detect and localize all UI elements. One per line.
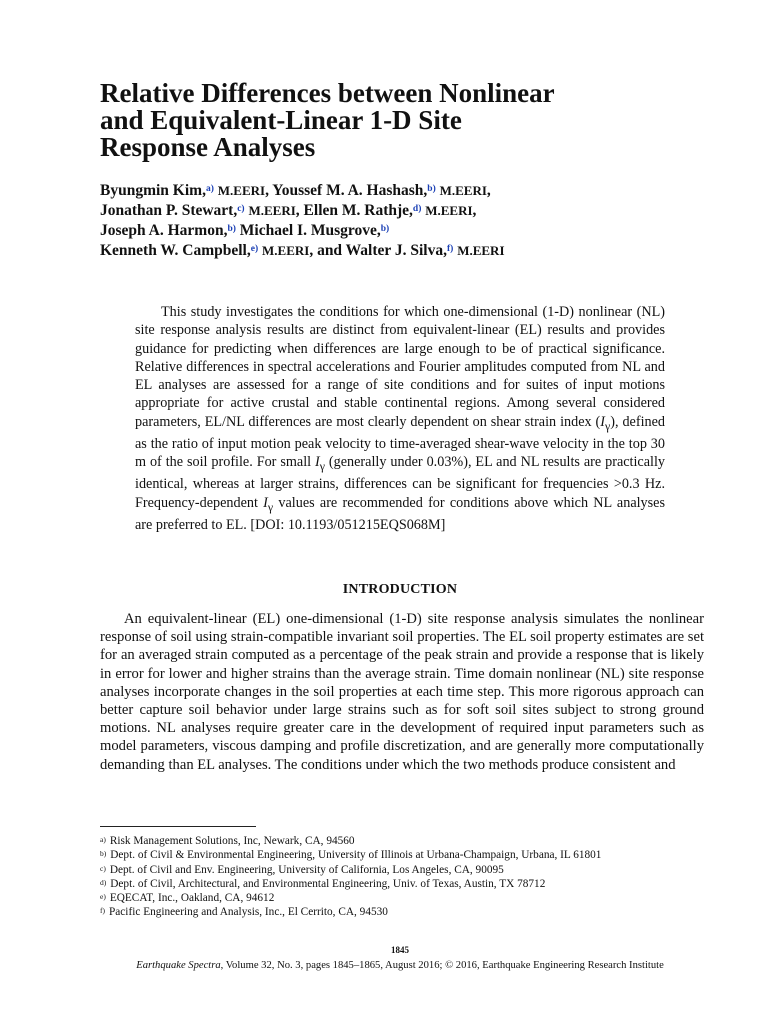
footnote xyxy=(100,877,720,891)
footnote-mark: b) xyxy=(100,849,107,859)
footnote-mark: c) xyxy=(100,863,106,873)
footnote-mark: f) xyxy=(100,906,105,916)
footnote-text: Dept. of Civil & Environmental Engineering, University of Illinois at Urbana-Champaign, Urbana, IL 61801 xyxy=(110,849,602,862)
author-separator: , xyxy=(486,182,491,199)
footnote xyxy=(100,891,720,905)
footnote-text: Pacific Engineering and Analysis, Inc., El Cerrito, CA, 94530 xyxy=(109,906,388,919)
footnote xyxy=(100,834,720,848)
membership-label: M.EERI xyxy=(439,183,487,198)
citation-text: , Volume 32, No. 3, pages 1845–1865, August 2016; © 2016, Earthquake Engineering Research Institute xyxy=(220,960,664,971)
title-line: Response Analyses xyxy=(100,132,316,162)
introduction-paragraph: An equivalent-linear (EL) one-dimensional (1-D) site response analysis simulates the nonlinear response of soil using strain-compatible invariant soil properties. The EL soil property estimates are set for an averaged strain computed as a percentage of the peak strain and provide a response that is likely in error for lower and higher strains than the average strain. Time domain nonlinear (NL) site response analyses incorporate changes in the soil properties at each time step. This more rigorous approach can better capture soil behavior under large strains such as for soft soil sites subject to strong ground motions. NL analyses require greater care in the development of required input parameters such as model parameters, viscous damping and profile discretization, and are generally more computationally demanding than EL analyses. The conditions under which the two methods produce consistent and xyxy=(100,611,704,773)
author-name: and Walter J. Silva, xyxy=(317,242,447,259)
title-line: and Equivalent-Linear 1-D Site xyxy=(100,105,462,135)
author-separator: , xyxy=(265,182,269,199)
shear-strain-symbol: I xyxy=(600,413,605,430)
journal-citation xyxy=(0,960,768,971)
membership-label: M.EERI xyxy=(457,243,505,258)
affiliation-mark[interactable]: c) xyxy=(237,204,245,214)
membership-label: M.EERI xyxy=(248,203,296,218)
author-name: Youssef M. A. Hashash, xyxy=(272,182,428,199)
footnotes xyxy=(100,834,720,920)
author-line xyxy=(100,221,720,241)
author-line xyxy=(100,241,720,261)
affiliation-mark[interactable]: b) xyxy=(380,224,390,234)
shear-strain-subscript: γ xyxy=(605,418,611,433)
title-line: Relative Differences between Nonlinear xyxy=(100,78,555,108)
paper-title xyxy=(100,80,700,161)
footnote-divider xyxy=(100,826,256,827)
abstract-text: (generally under 0.03%), EL and NL results are practically identical, whereas at larger strains, differences can be significant for frequencies >0.3 Hz. Frequency-dependent xyxy=(135,454,665,511)
footnote xyxy=(100,905,720,919)
affiliation-mark[interactable]: f) xyxy=(446,244,454,254)
journal-name: Earthquake Spectra xyxy=(136,960,221,971)
shear-strain-symbol: I xyxy=(263,494,268,511)
abstract xyxy=(135,303,665,534)
author-name: Jonathan P. Stewart, xyxy=(100,202,238,219)
footnote-text: Dept. of Civil, Architectural, and Environmental Engineering, Univ. of Texas, Austin, TX 78712 xyxy=(110,877,546,890)
shear-strain-subscript: γ xyxy=(267,499,274,514)
membership-label: M.EERI xyxy=(262,243,310,258)
author-name: Ellen M. Rathje, xyxy=(303,202,413,219)
affiliation-mark[interactable]: a) xyxy=(205,184,214,194)
author-name: Byungmin Kim, xyxy=(100,182,206,199)
author-list xyxy=(100,181,720,261)
affiliation-mark[interactable]: b) xyxy=(427,184,436,194)
abstract-text: values are recommended for conditions above which NL analyses are preferred to EL. [DOI: 10.1193/051215EQS068M] xyxy=(135,494,665,533)
author-name: Michael I. Musgrove, xyxy=(239,222,381,239)
footnote-mark: e) xyxy=(100,892,106,902)
author-separator: , xyxy=(472,202,477,219)
footnote-text: Dept. of Civil and Env. Engineering, University of California, Los Angeles, CA, 90095 xyxy=(109,863,504,876)
author-line xyxy=(100,201,720,221)
abstract-text: ), defined as the ratio of input motion peak velocity to time-averaged shear-wave velocity in the top 30 m of the soil profile. For small xyxy=(135,413,665,471)
affiliation-mark[interactable]: b) xyxy=(227,224,236,234)
affiliation-mark[interactable]: e) xyxy=(250,244,259,254)
section-heading: INTRODUCTION xyxy=(342,582,458,597)
shear-strain-subscript: γ xyxy=(319,459,325,474)
author-name: Joseph A. Harmon, xyxy=(100,222,228,239)
shear-strain-symbol: I xyxy=(315,454,320,471)
membership-label: M.EERI xyxy=(217,183,266,198)
author-separator: , xyxy=(309,242,314,259)
page-number: 1845 xyxy=(391,945,409,955)
footnote-mark: d) xyxy=(100,877,107,887)
author-name: Kenneth W. Campbell, xyxy=(100,242,251,259)
author-separator: , xyxy=(295,202,300,219)
author-line xyxy=(100,181,720,201)
footnote-text: EQECAT, Inc., Oakland, CA, 94612 xyxy=(109,892,275,905)
footnote-mark: a) xyxy=(100,835,106,844)
footnote xyxy=(100,863,720,877)
abstract-text: This study investigates the conditions for which one-dimensional (1-D) nonlinear (NL) site response analysis results are distinct from equivalent-linear (EL) results and provides guidance for predicting when differences are large enough to be of practical significance. Relative differences in spectral accelerations and Fourier amplitudes computed from NL and EL analyses are assessed for a range of site conditions and for suites of input motions appropriate for active crustal and stable continental regions. Among several considered parameters, EL/NL differences are most clearly dependent on shear strain index ( xyxy=(135,304,665,430)
footnote xyxy=(100,848,720,862)
footnote-text: Risk Management Solutions, Inc, Newark, CA, 94560 xyxy=(109,835,355,847)
membership-label: M.EERI xyxy=(425,203,473,218)
affiliation-mark[interactable]: d) xyxy=(412,204,422,214)
